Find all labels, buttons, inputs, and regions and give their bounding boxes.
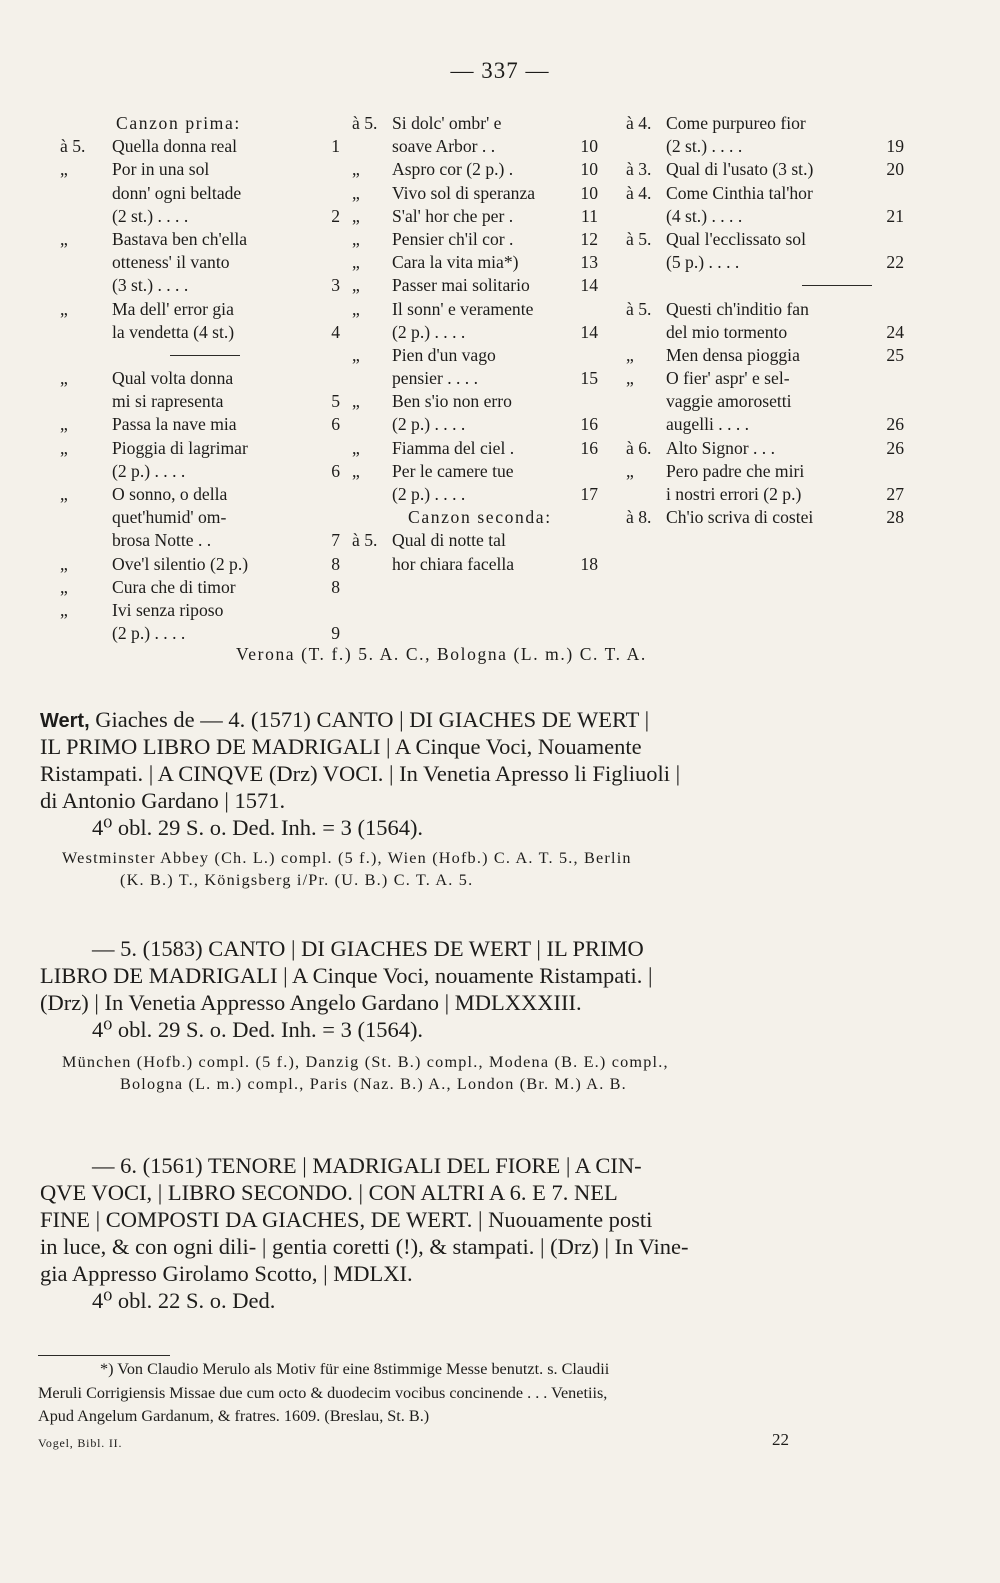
voice-count: „	[352, 460, 360, 481]
madrigal-title: (2 st.) . . . .	[112, 205, 189, 226]
voice-count: „	[626, 368, 634, 389]
madrigal-title: Fiamma del ciel .	[392, 437, 515, 458]
entry-title-text: Giaches de — 4. (1571) CANTO | DI GIACHES DE WERT |	[89, 707, 650, 732]
entry-line: — 5. (1583) CANTO | DI GIACHES DE WERT | IL PRIMO	[92, 936, 644, 961]
index-row	[60, 182, 340, 205]
index-row	[352, 460, 598, 483]
item-number: 10	[580, 182, 598, 203]
voice-count	[626, 321, 666, 344]
voice-count: à 5.	[626, 228, 652, 249]
voice-count: „	[60, 437, 68, 458]
index-row	[626, 344, 904, 367]
index-row	[60, 205, 340, 228]
index-row	[626, 112, 904, 135]
voice-count	[60, 251, 112, 274]
item-number: 2	[331, 205, 340, 226]
madrigal-title: donn' ogni beltade	[112, 182, 242, 203]
index-column-2	[352, 112, 598, 576]
index-row	[352, 228, 598, 251]
voice-count: à 4.	[626, 113, 652, 133]
voice-count: à 8.	[626, 507, 652, 528]
voice-count: „	[352, 437, 360, 458]
madrigal-title: Pero padre che miri	[666, 460, 805, 481]
item-number	[316, 158, 340, 181]
voice-count	[626, 413, 666, 436]
voice-count: „	[60, 553, 68, 574]
entry-line: gia Appresso Girolamo Scotto, | MDLXI.	[40, 1261, 413, 1286]
index-row	[626, 506, 904, 529]
index-row	[626, 158, 904, 181]
item-number: 28	[886, 507, 904, 528]
index-row	[352, 553, 598, 576]
item-number: 13	[580, 252, 598, 273]
index-row	[626, 390, 904, 413]
madrigal-title: Ben s'io non erro	[392, 391, 512, 412]
index-row	[352, 251, 598, 274]
voice-count	[352, 413, 392, 436]
index-row	[60, 321, 340, 344]
item-number: 5	[331, 391, 340, 412]
footnote-line: Apud Angelum Gardanum, & fratres. 1609. (Breslau, St. B.)	[38, 1407, 430, 1426]
voice-count: „	[352, 344, 360, 365]
index-row	[626, 367, 904, 390]
voice-count: „	[60, 368, 68, 389]
item-number	[574, 390, 598, 413]
index-row	[60, 553, 340, 576]
index-row	[626, 205, 904, 228]
item-number: 14	[580, 275, 598, 296]
item-number	[880, 112, 904, 135]
footnote-divider	[38, 1355, 170, 1356]
catalog-entry-6	[40, 1152, 900, 1314]
madrigal-title: vaggie amorosetti	[666, 391, 792, 412]
item-number	[880, 367, 904, 390]
voice-count: à 5.	[352, 530, 378, 551]
voice-count: à 3.	[626, 159, 652, 180]
item-number: 10	[580, 159, 598, 180]
composer-name: Wert,	[40, 710, 90, 732]
index-row	[352, 437, 598, 460]
madrigal-title: (4 st.) . . . .	[666, 205, 743, 226]
index-row	[60, 576, 340, 599]
item-number: 21	[886, 205, 904, 226]
madrigal-title: hor chiara facella	[392, 553, 515, 574]
footnote-line: *) Von Claudio Merulo als Motiv für eine 8stimmige Messe benutzt. s. Claudii	[100, 1360, 610, 1378]
item-number	[880, 298, 904, 321]
index-row	[626, 298, 904, 321]
index-column-3	[626, 112, 904, 529]
index-row	[352, 135, 598, 158]
madrigal-title: (5 p.) . . . .	[666, 252, 740, 273]
voice-count: „	[60, 599, 68, 620]
item-number	[316, 506, 340, 529]
madrigal-title: Come Cinthia tal'hor	[666, 182, 813, 203]
madrigal-title: (2 p.) . . . .	[112, 623, 186, 644]
item-number: 7	[331, 530, 340, 551]
index-row	[60, 274, 340, 297]
section-heading	[352, 506, 598, 529]
item-number	[574, 529, 598, 552]
item-number: 18	[580, 553, 598, 574]
item-number: 6	[331, 414, 340, 435]
madrigal-title: soave Arbor . .	[392, 136, 496, 157]
entry-line: Ristampati. | A CINQVE (Drz) VOCI. | In Venetia Apresso li Figliuoli |	[40, 761, 681, 786]
madrigal-title: Questi ch'inditio fan	[666, 298, 809, 319]
madrigal-title: del mio tormento	[666, 321, 788, 342]
madrigal-title: Ove'l silentio (2 p.)	[112, 553, 249, 574]
item-number: 22	[886, 252, 904, 273]
item-number: 26	[886, 414, 904, 435]
item-number: 11	[581, 205, 598, 226]
index-column-1	[60, 112, 340, 645]
madrigal-title: Quella donna real	[112, 136, 238, 157]
item-number: 19	[886, 136, 904, 157]
voice-count	[626, 135, 666, 158]
madrigal-title: (2 p.) . . . .	[112, 460, 186, 481]
item-number: 25	[886, 344, 904, 365]
madrigal-title: O fier' aspr' e sel-	[666, 368, 790, 389]
heading-text: Canzon prima:	[116, 113, 241, 133]
entry-line: — 6. (1561) TENORE | MADRIGALI DEL FIORE | A CIN-	[92, 1153, 642, 1178]
madrigal-title: Por in una sol	[112, 159, 210, 180]
item-number: 4	[331, 321, 340, 342]
madrigal-title: (2 st.) . . . .	[666, 136, 743, 157]
footnote-line: Meruli Corrigiensis Missae due cum octo & duodecim vocibus concinende . . . Venetiis,	[38, 1383, 608, 1402]
madrigal-title: pensier . . . .	[392, 368, 478, 389]
entry-line	[40, 706, 900, 733]
page-number: — 337 —	[450, 58, 550, 83]
item-number	[316, 182, 340, 205]
voice-count	[60, 460, 112, 483]
item-number: 1	[331, 136, 340, 157]
madrigal-title: augelli . . . .	[666, 414, 750, 435]
index-row	[60, 367, 340, 390]
madrigal-title: mi si rapresenta	[112, 391, 224, 412]
library-holdings-line: Verona (T. f.) 5. A. C., Bologna (L. m.) C. T. A.	[236, 644, 647, 664]
voice-count: „	[352, 182, 360, 203]
madrigal-title: Passa la nave mia	[112, 414, 237, 435]
item-number: 8	[331, 553, 340, 574]
index-row	[352, 367, 598, 390]
item-number	[574, 344, 598, 367]
madrigal-title: Cara la vita mia*)	[392, 252, 519, 273]
entry-line: LIBRO DE MADRIGALI | A Cinque Voci, nouamente Ristampati. |	[40, 963, 653, 988]
item-number: 16	[580, 437, 598, 458]
section-divider	[626, 274, 904, 297]
index-row	[60, 413, 340, 436]
item-number: 16	[580, 414, 598, 435]
voice-count	[60, 622, 112, 645]
madrigal-title: O sonno, o della	[112, 484, 228, 504]
voice-count	[60, 182, 112, 205]
madrigal-title: i nostri errori (2 p.)	[666, 484, 802, 504]
voice-count: „	[626, 460, 634, 481]
item-number: 14	[580, 321, 598, 342]
voice-count: „	[60, 414, 68, 435]
madrigal-title: Qual volta donna	[112, 368, 234, 389]
voice-count	[352, 135, 392, 158]
madrigal-title: quet'humid' om-	[112, 507, 227, 528]
index-row	[626, 460, 904, 483]
printer-signature: Vogel, Bibl. II.	[38, 1436, 123, 1450]
voice-count: „	[60, 576, 68, 597]
item-number	[316, 599, 340, 622]
voice-count	[626, 390, 666, 413]
item-number: 15	[580, 368, 598, 389]
voice-count: „	[352, 391, 360, 412]
entry-holdings: (K. B.) T., Königsberg i/Pr. (U. B.) C. T. A. 5.	[120, 871, 474, 889]
madrigal-title: Men densa pioggia	[666, 344, 800, 365]
item-number: 6	[331, 460, 340, 481]
item-number: 26	[886, 437, 904, 458]
item-number	[316, 251, 340, 274]
index-row	[626, 135, 904, 158]
madrigal-title: Alto Signor . . .	[666, 437, 775, 458]
item-number	[880, 390, 904, 413]
madrigal-title: Pioggia di lagrimar	[112, 437, 248, 458]
item-number: 17	[580, 484, 598, 504]
voice-count	[626, 483, 666, 506]
index-row	[60, 460, 340, 483]
voice-count	[60, 529, 112, 552]
entry-line: di Antonio Gardano | 1571.	[40, 788, 286, 813]
madrigal-title: Cura che di timor	[112, 576, 236, 597]
index-row	[352, 298, 598, 321]
voice-count: „	[60, 298, 68, 319]
item-number: 3	[331, 275, 340, 296]
heading-text: Canzon seconda:	[408, 507, 552, 528]
index-row	[626, 437, 904, 460]
voice-count: „	[352, 159, 360, 180]
voice-count	[352, 367, 392, 390]
entry-holdings: Bologna (L. m.) compl., Paris (Naz. B.) A., London (Br. M.) A. B.	[120, 1075, 627, 1093]
voice-count	[60, 205, 112, 228]
index-row	[352, 344, 598, 367]
item-number	[574, 460, 598, 483]
index-row	[352, 205, 598, 228]
voice-count	[352, 321, 392, 344]
madrigal-title: (2 p.) . . . .	[392, 414, 466, 435]
item-number: 20	[886, 159, 904, 180]
index-row	[626, 182, 904, 205]
index-row	[60, 599, 340, 622]
index-row	[60, 135, 340, 158]
entry-line: (Drz) | In Venetia Appresso Angelo Gardano | MDLXXXIII.	[40, 990, 582, 1015]
sheet-number: 22	[772, 1430, 789, 1449]
madrigal-title: Ivi senza riposo	[112, 599, 224, 620]
voice-count	[352, 553, 392, 576]
entry-format: 4⁰ obl. 29 S. o. Ded. Inh. = 3 (1564).	[92, 815, 424, 840]
section-heading	[60, 112, 340, 135]
catalog-entry-4	[40, 706, 900, 891]
item-number: 12	[580, 228, 598, 249]
madrigal-title: Aspro cor (2 p.) .	[392, 159, 514, 180]
madrigal-title: Ma dell' error gia	[112, 298, 234, 319]
voice-count: à 5.	[626, 298, 652, 319]
voice-count: „	[60, 484, 68, 504]
voice-count: à 5.	[60, 136, 86, 157]
voice-count	[60, 274, 112, 297]
voice-count	[60, 112, 116, 135]
entry-holdings: München (Hofb.) compl. (5 f.), Danzig (St. B.) compl., Modena (B. E.) compl.,	[62, 1053, 669, 1071]
index-row	[60, 437, 340, 460]
footnote	[38, 1358, 898, 1429]
index-row	[60, 298, 340, 321]
index-row	[60, 158, 340, 181]
index-row	[352, 274, 598, 297]
entry-line: QVE VOCI, | LIBRO SECONDO. | CON ALTRI A 6. E 7. NEL	[40, 1180, 618, 1205]
index-row	[626, 251, 904, 274]
index-row	[60, 529, 340, 552]
entry-line: in luce, & con ogni dili- | gentia coretti (!), & stampati. | (Drz) | In Vine-	[40, 1234, 689, 1259]
item-number: 24	[886, 321, 904, 342]
item-number	[316, 483, 340, 506]
item-number	[316, 437, 340, 460]
madrigal-title: Pensier ch'il cor .	[392, 228, 514, 249]
voice-count: „	[60, 228, 68, 249]
madrigal-title: (3 st.) . . . .	[112, 275, 189, 296]
voice-count	[60, 321, 112, 344]
madrigal-title: (2 p.) . . . .	[392, 484, 466, 504]
voice-count: „	[352, 275, 360, 296]
madrigal-title: Ch'io scriva di costei	[666, 507, 814, 528]
voice-count	[352, 483, 392, 506]
item-number: 8	[331, 576, 340, 597]
entry-format: 4⁰ obl. 29 S. o. Ded. Inh. = 3 (1564).	[92, 1017, 424, 1042]
madrigal-title: Qual di l'usato (3 st.)	[666, 159, 814, 180]
madrigal-title: Bastava ben ch'ella	[112, 228, 248, 249]
index-row	[626, 321, 904, 344]
index-row	[626, 413, 904, 436]
voice-count: à 6.	[626, 437, 652, 458]
index-row	[626, 228, 904, 251]
catalog-entry-5	[40, 935, 900, 1095]
madrigal-title: Per le camere tue	[392, 460, 514, 481]
item-number: 10	[580, 136, 598, 157]
madrigal-title: (2 p.) . . . .	[392, 321, 466, 342]
index-row	[60, 483, 340, 506]
madrigal-title: otteness' il vanto	[112, 252, 230, 273]
index-row	[352, 390, 598, 413]
madrigal-title: la vendetta (4 st.)	[112, 321, 235, 342]
entry-holdings: Westminster Abbey (Ch. L.) compl. (5 f.), Wien (Hofb.) C. A. T. 5., Berlin	[62, 849, 632, 867]
item-number	[574, 112, 598, 135]
section-divider	[60, 344, 340, 367]
madrigal-title: Si dolc' ombr' e	[392, 113, 502, 133]
index-row	[60, 506, 340, 529]
voice-count: „	[352, 228, 360, 249]
index-row	[352, 413, 598, 436]
index-row	[60, 228, 340, 251]
madrigal-title: S'al' hor che per .	[392, 205, 514, 226]
entry-format: 4⁰ obl. 22 S. o. Ded.	[92, 1288, 276, 1313]
item-number: 9	[331, 623, 340, 644]
voice-count: à 4.	[626, 182, 652, 203]
voice-count	[352, 506, 408, 529]
item-number	[574, 298, 598, 321]
madrigal-title: Pien d'un vago	[392, 344, 496, 365]
item-number	[316, 367, 340, 390]
entry-line: IL PRIMO LIBRO DE MADRIGALI | A Cinque Voci, Nouamente	[40, 734, 642, 759]
voice-count: „	[60, 159, 68, 180]
item-number	[880, 228, 904, 251]
index-row	[60, 390, 340, 413]
item-number	[316, 298, 340, 321]
item-number	[880, 460, 904, 483]
item-number: 27	[886, 484, 904, 504]
index-row	[352, 112, 598, 135]
voice-count: „	[352, 205, 360, 226]
madrigal-title: brosa Notte . .	[112, 530, 212, 551]
index-row	[352, 529, 598, 552]
index-row	[352, 182, 598, 205]
item-number	[880, 182, 904, 205]
index-row	[352, 321, 598, 344]
voice-count: „	[352, 298, 360, 319]
index-row	[352, 158, 598, 181]
index-row	[60, 251, 340, 274]
voice-count	[60, 506, 112, 529]
madrigal-title: Come purpureo fior	[666, 113, 806, 133]
index-row	[626, 483, 904, 506]
voice-count: „	[626, 344, 634, 365]
voice-count: „	[352, 252, 360, 273]
item-number	[316, 228, 340, 251]
madrigal-title: Vivo sol di speranza	[392, 182, 536, 203]
madrigal-title: Qual di notte tal	[392, 530, 506, 551]
voice-count	[626, 251, 666, 274]
voice-count	[626, 205, 666, 228]
madrigal-title: Il sonn' e veramente	[392, 298, 534, 319]
entry-line: FINE | COMPOSTI DA GIACHES, DE WERT. | Nuouamente posti	[40, 1207, 653, 1232]
madrigal-title: Passer mai solitario	[392, 275, 530, 296]
index-row	[60, 622, 340, 645]
index-row	[352, 483, 598, 506]
madrigal-title: Qual l'ecclissato sol	[666, 228, 806, 249]
voice-count: à 5.	[352, 113, 378, 133]
voice-count	[60, 390, 112, 413]
